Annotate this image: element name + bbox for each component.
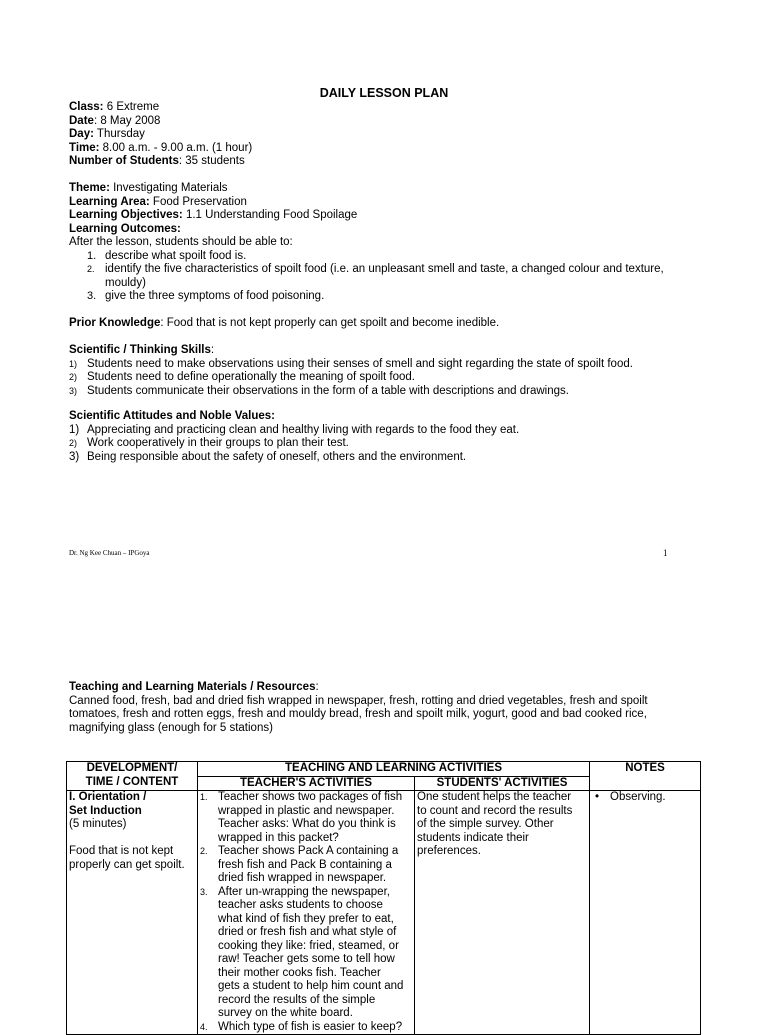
list-item: 2) Students need to define operationally the meaning of spoilt food. bbox=[69, 371, 415, 383]
list-item: 1) Students need to make observations using their senses of smell and sight regarding the state of spoilt food. bbox=[69, 357, 633, 370]
list-item: 1. Teacher shows two packages of fish wrapped in plastic and newspaper. Teacher asks: What do you think is wrapped in this packet? bbox=[200, 791, 403, 844]
thinking-skills-heading: Scientific / Thinking Skills: bbox=[69, 344, 215, 356]
lesson-plan-table bbox=[66, 761, 701, 1035]
list-item: 2) Work cooperatively in their groups to plan their test. bbox=[69, 437, 349, 449]
page-footer: Dr. Ng Kee Chuan – IPGoya bbox=[69, 549, 150, 557]
table-header-row bbox=[67, 762, 701, 777]
page-2 bbox=[0, 580, 768, 1033]
attitudes-values bbox=[69, 410, 709, 464]
header-student-activities: STUDENTS' ACTIVITIES bbox=[415, 776, 590, 791]
learning-outcomes-heading: Learning Outcomes: bbox=[69, 222, 181, 235]
list-item: 3) Being responsible about the safety of oneself, others and the environment. bbox=[69, 450, 467, 463]
student-activities-cell: One student helps the teacher to count and record the results of the simple survey. Other students indicate their preferences. bbox=[415, 791, 590, 1035]
header-development: DEVELOPMENT/ TIME / CONTENT bbox=[67, 762, 198, 791]
detail-day: Day: Thursday bbox=[69, 128, 145, 140]
learning-area: Learning Area: Food Preservation bbox=[69, 195, 247, 208]
materials-section: Teaching and Learning Materials / Resources: Canned food, fresh, bad and dried fish wrapped in newspaper, fresh, rotting and dried vegetables, fresh and spoilt tomatoes, fresh and rotten eggs, fresh and mouldy bread, fresh and spoilt milk, yogurt, good and bad cooked rice, magnifying glass (enough for 5 stations) bbox=[69, 681, 709, 735]
detail-students: Number of Students: 35 students bbox=[69, 155, 245, 167]
detail-class: Class: 6 Extreme bbox=[69, 101, 160, 113]
detail-date: Date: 8 May 2008 bbox=[69, 114, 161, 127]
attitudes-heading: Scientific Attitudes and Noble Values: bbox=[69, 410, 275, 422]
header-notes: NOTES bbox=[590, 762, 701, 791]
document-title: DAILY LESSON PLAN bbox=[319, 86, 449, 100]
learning-outcomes-intro: After the lesson, students should be able to: bbox=[69, 236, 293, 248]
materials-heading: Teaching and Learning Materials / Resources: bbox=[69, 681, 319, 693]
header-activities: TEACHING AND LEARNING ACTIVITIES bbox=[198, 762, 590, 777]
list-item: 2. identify the five characteristics of spoilt food (i.e. an unpleasant smell and taste, a changed colour and texture, mouldy) bbox=[87, 263, 664, 289]
prior-knowledge: Prior Knowledge: Food that is not kept properly can get spoilt and become inedible. bbox=[69, 317, 500, 329]
list-item: 1. describe what spoilt food is. bbox=[87, 249, 247, 262]
teacher-activities-cell bbox=[198, 791, 415, 1035]
learning-objectives: Learning Objectives: 1.1 Understanding Food Spoilage bbox=[69, 209, 358, 221]
notes-cell bbox=[590, 791, 701, 1035]
theme: Theme: Investigating Materials bbox=[69, 182, 228, 194]
list-item: 4. Which type of fish is easier to keep? bbox=[200, 1020, 403, 1033]
page-number: 1 bbox=[663, 548, 668, 558]
learning-outcomes-list bbox=[69, 250, 709, 304]
lesson-details bbox=[69, 101, 709, 169]
list-item: 3) Students communicate their observations in the form of a table with descriptions and drawings. bbox=[69, 384, 569, 397]
list-item: • Observing. bbox=[595, 791, 666, 803]
stage-cell: I. Orientation / Set Induction (5 minutes) Food that is not kept properly can get spoilt. bbox=[67, 791, 198, 1035]
learning-info bbox=[69, 182, 709, 304]
list-item: 2. Teacher shows Pack A containing a fresh fish and Pack B containing a dried fish wrapped in newspaper. bbox=[200, 845, 399, 884]
list-item: 3. After un-wrapping the newspaper, teacher asks students to choose what kind of fish they prefer to eat, dried or fresh fish and what style of cooking they like: fried, steamed, or raw! Teacher gets some to tell how their mother cooks fish. Teacher gets a student to help him count and record the results of the simple survey on the white board. bbox=[200, 885, 404, 1019]
list-item: 3. give the three symptoms of food poisoning. bbox=[87, 290, 325, 302]
list-item: 1) Appreciating and practicing clean and healthy living with regards to the food they eat. bbox=[69, 423, 520, 436]
attitudes-list bbox=[69, 424, 709, 465]
thinking-skills-list bbox=[69, 358, 709, 399]
detail-time: Time: 8.00 a.m. - 9.00 a.m. (1 hour) bbox=[69, 141, 253, 154]
thinking-skills bbox=[69, 344, 709, 398]
header-teacher-activities: TEACHER'S ACTIVITIES bbox=[198, 776, 415, 791]
table-row bbox=[67, 791, 701, 1035]
